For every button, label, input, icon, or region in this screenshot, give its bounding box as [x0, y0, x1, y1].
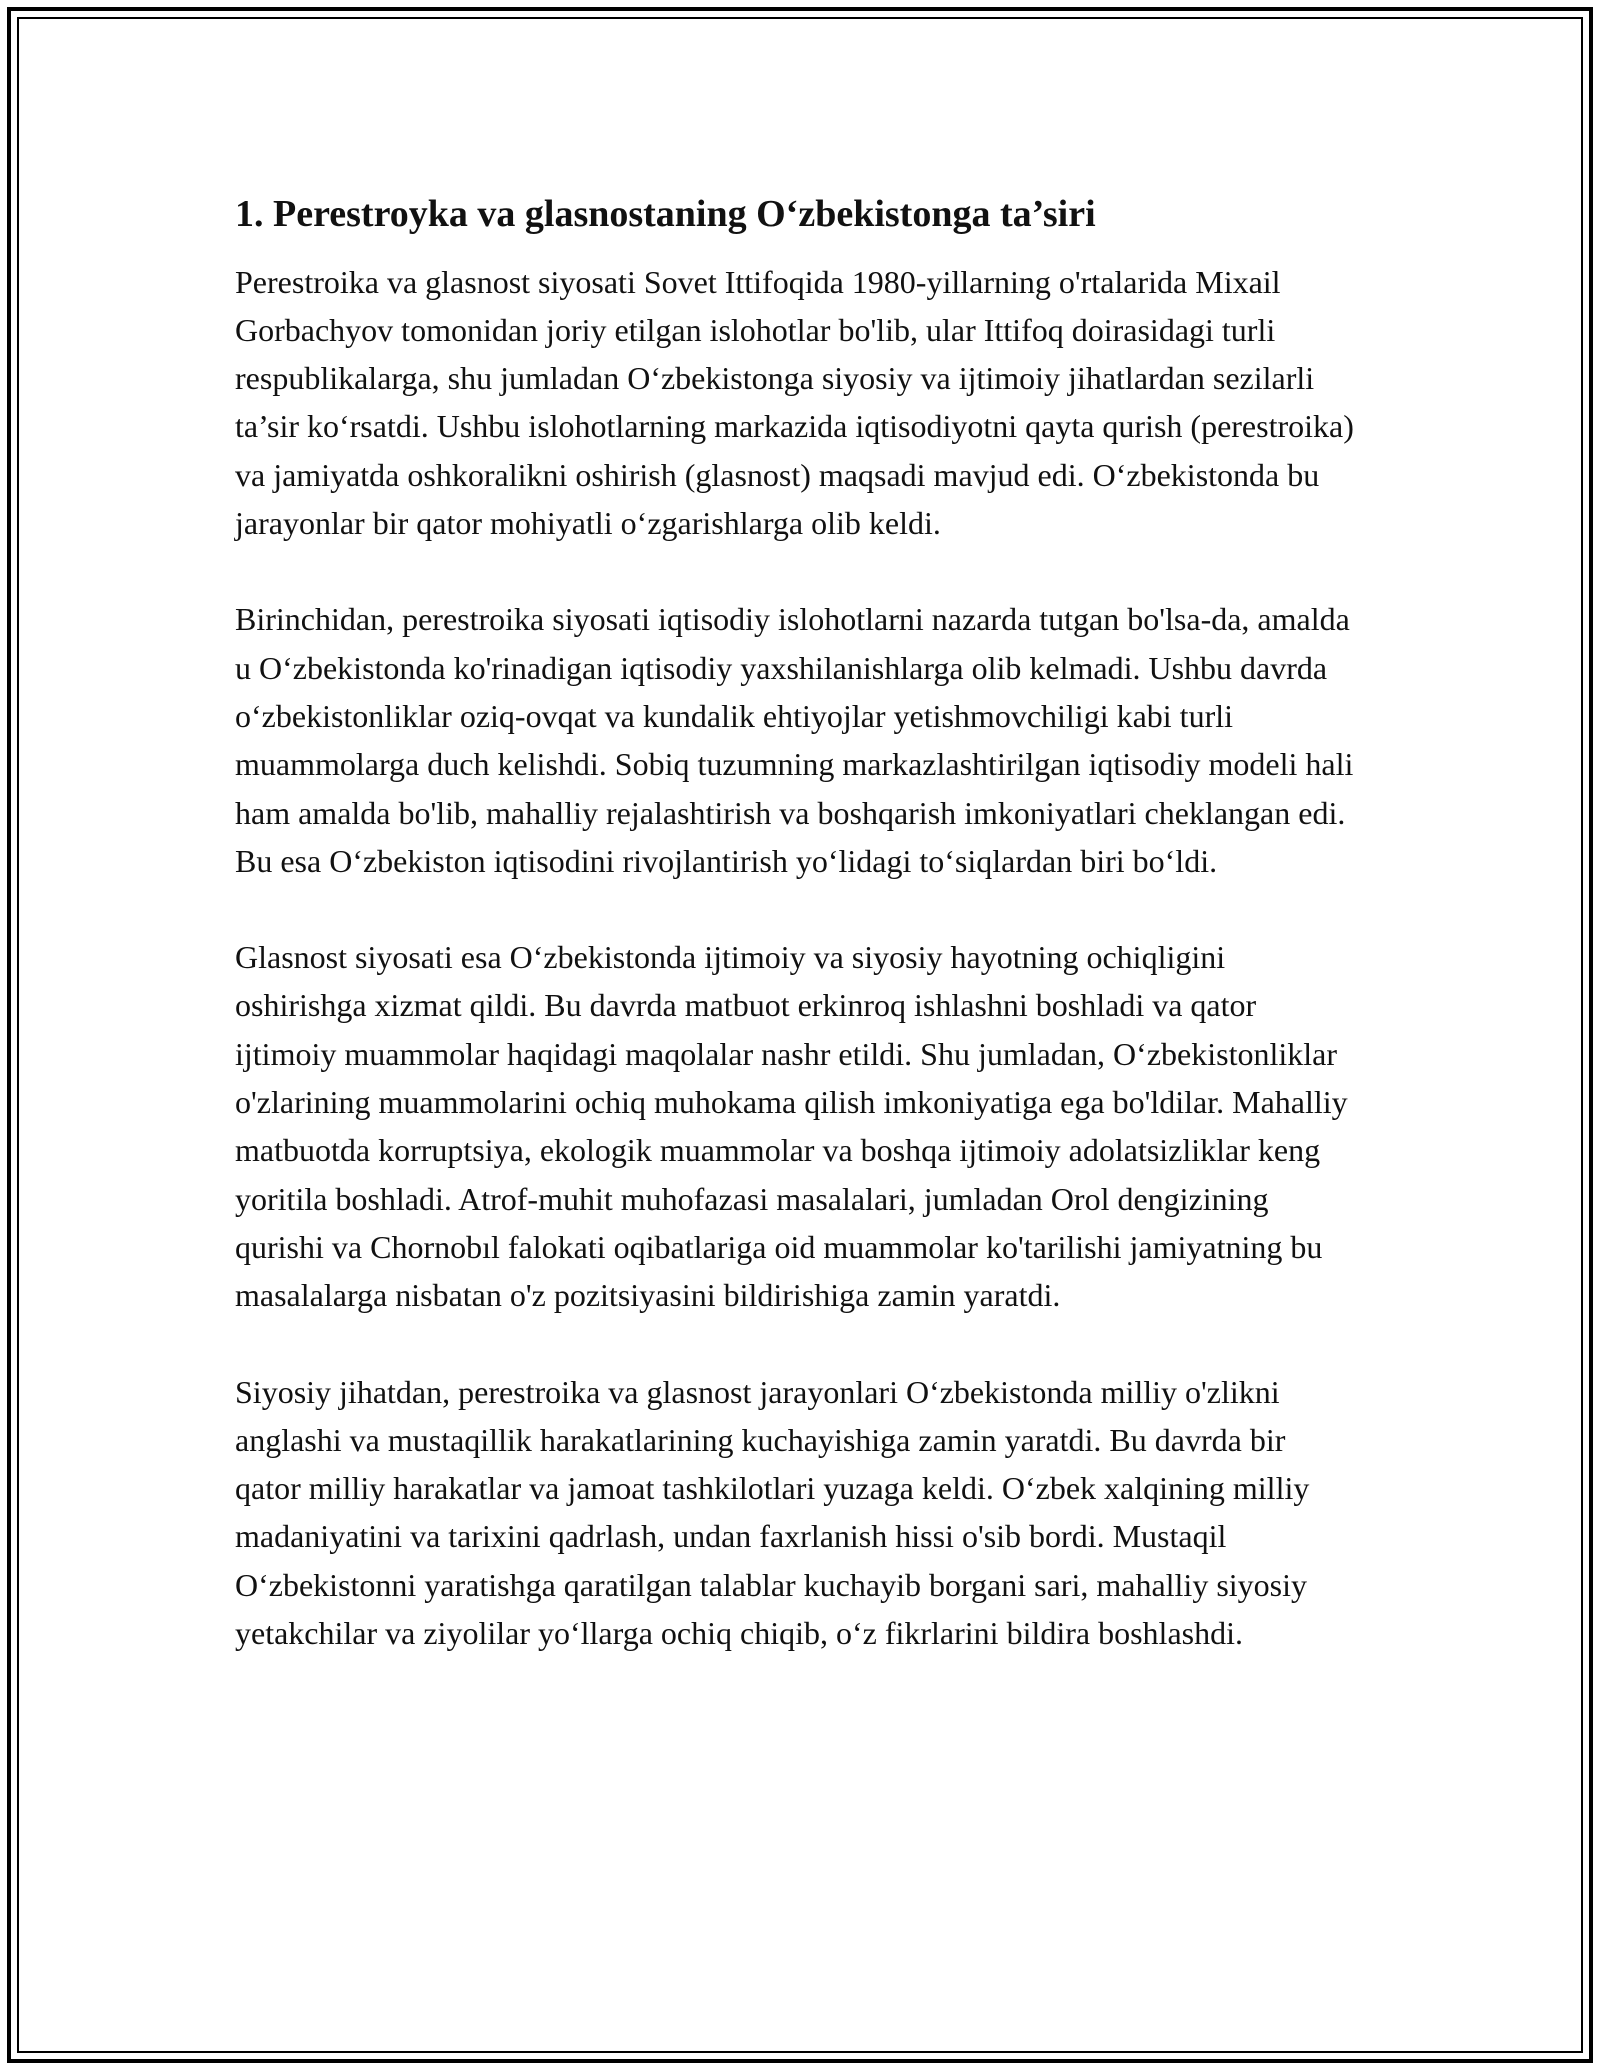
paragraph-1: Perestroika va glasnost siyosati Sovet Ittifoqida 1980-yillarning o'rtalarida Mixail Gorbachyov tomonidan joriy etilgan islohotlar bo'lib, ular Ittifoq doirasidagi turli respublikalarga, shu jumladan O‘zbekistonga siyosiy va ijtimoiy jihatlardan sezilarli ta’sir ko‘rsatdi. Ushbu islohotlarning markazida iqtisodiyotni qayta qurish (perestroika) va jamiyatda oshkoralikni oshirish (glasnost) maqsadi mavjud edi. O‘zbekistonda bu jarayonlar bir qator mohiyatli o‘zgarishlarga olib keldi. — [235, 263, 1354, 542]
paragraph-2: Birinchidan, perestroika siyosati iqtisodiy islohotlarni nazarda tutgan bo'lsa-da, amalda u O‘zbekistonda ko'rinadigan iqtisodiy yaxshilanishlarga olib kelmadi. Ushbu davrda o‘zbekistonliklar oziq-ovqat va kundalik ehtiyojlar yetishmovchiligi kabi turli muammolarga duch kelishdi. Sobiq tuzumning markazlashtirilgan iqtisodiy modeli hali ham amalda bo'lib, mahalliy rejalashtirish va boshqarish imkoniyatlari cheklangan edi. Bu esa O‘zbekiston iqtisodini rivojlantirish yo‘lidagi to‘siqlardan biri bo‘ldi. — [235, 601, 1354, 879]
page-title: 1. Perestroyka va glasnostaning O‘zbekistonga ta’siri — [235, 193, 1096, 235]
document-body — [235, 180, 1355, 1657]
paragraph-3: Glasnost siyosati esa O‘zbekistonda ijtimoiy va siyosiy hayotning ochiqligini oshirishga xizmat qildi. Bu davrda matbuot erkinroq ishlashni boshladi va qator ijtimoiy muammolar haqidagi maqolalar nashr etildi. Shu jumladan, O‘zbekistonliklar o'zlarining muammolarini ochiq muhokama qilish imkoniyatiga ega bo'ldilar. Mahalliy matbuotda korruptsiya, ekologik muammolar va boshqa ijtimoiy adolatsizliklar keng yoritila boshladi. Atrof-muhit muhofazasi masalalari, jumladan Orol dengizining qurishi va Chornobıl falokati oqibatlariga oid muammolar ko'tarilishi jamiyatning bu masalalarga nisbatan o'z pozitsiyasini bildirishiga zamin yaratdi. — [235, 939, 1348, 1314]
paragraph-4: Siyosiy jihatdan, perestroika va glasnost jarayonlari O‘zbekistonda milliy o'zlikni anglashi va mustaqillik harakatlarining kuchayishiga zamin yaratdi. Bu davrda bir qator milliy harakatlar va jamoat tashkilotlari yuzaga keldi. O‘zbek xalqining milliy madaniyatini va tarixini qadrlash, undan faxrlanish hissi o'sib bordi. Mustaqil O‘zbekistonni yaratishga qaratilgan talablar kuchayib borgani sari, mahalliy siyosiy yetakchilar va ziyolilar yo‘llarga ochiq chiqib, o‘z fikrlarini bildira boshlashdi. — [235, 1373, 1310, 1652]
